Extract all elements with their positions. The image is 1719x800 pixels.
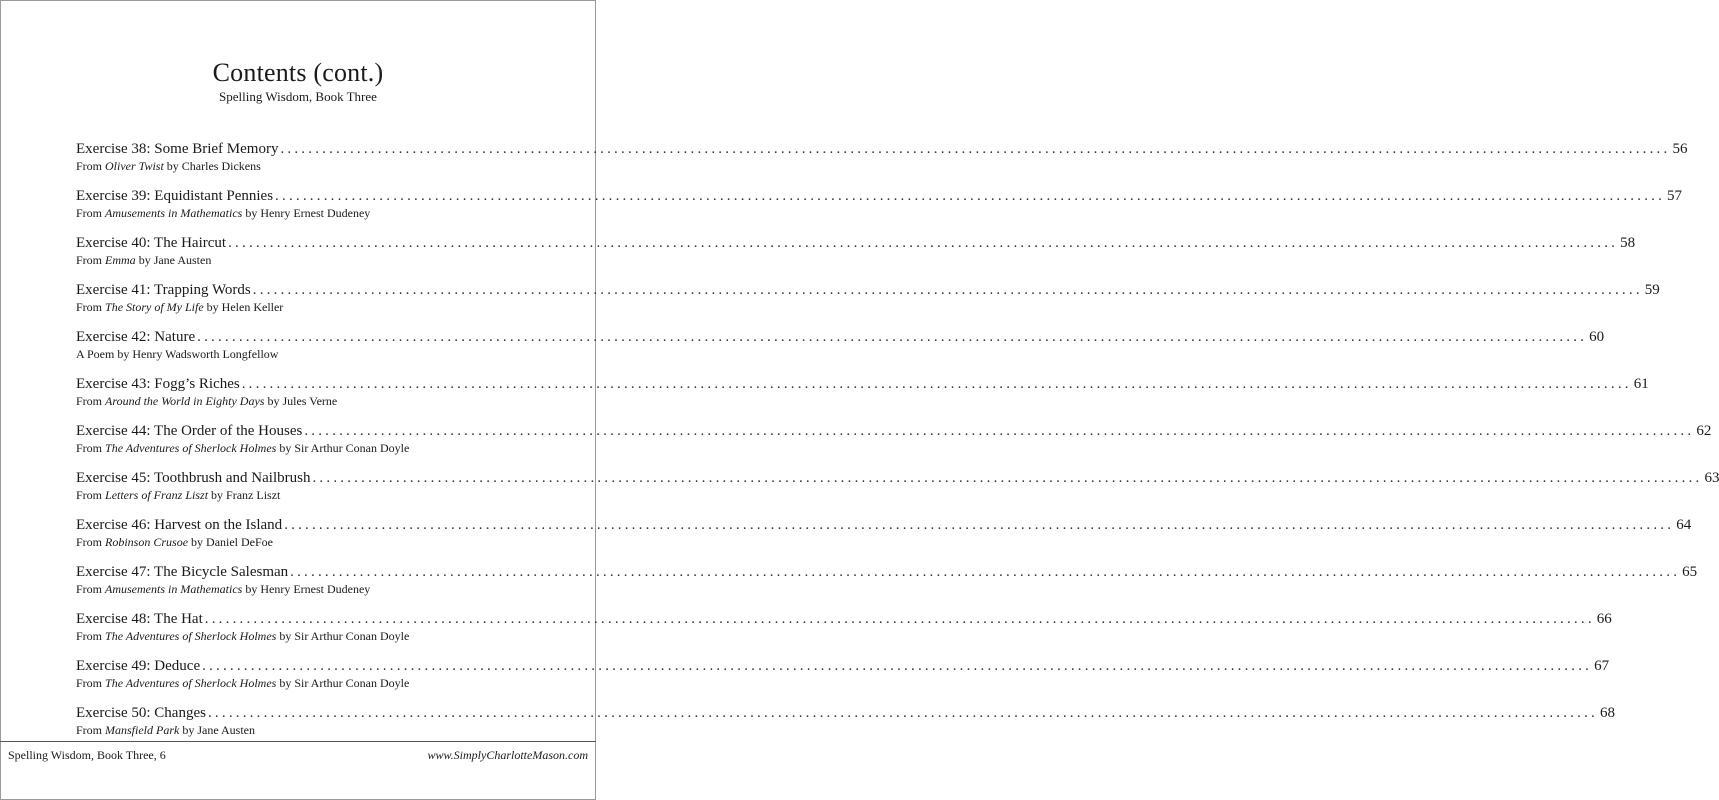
- work-title: The Adventures of Sherlock Holmes: [105, 441, 277, 455]
- contents-entry: [76, 422, 1712, 469]
- dot-leader: ........................................................................................................................................................................................................: [290, 564, 1681, 580]
- page-number: 59: [1644, 282, 1660, 298]
- source-attribution: [76, 159, 534, 174]
- source-attribution: [76, 582, 534, 597]
- dot-leader: ........................................................................................................................................................................................................: [202, 658, 1593, 674]
- page-number: 63: [1704, 470, 1719, 486]
- source-author: by Sir Arthur Conan Doyle: [276, 441, 410, 455]
- page-number: 61: [1633, 376, 1649, 392]
- entry-line: [76, 610, 1612, 628]
- source-attribution: [76, 253, 534, 268]
- work-title: Amusements in Mathematics: [105, 206, 243, 220]
- contents-entry: [76, 140, 1688, 187]
- source-author: by Charles Dickens: [163, 159, 261, 173]
- source-prefix: From: [76, 206, 106, 220]
- source-attribution: [76, 723, 534, 738]
- contents-entry: [76, 610, 1612, 657]
- contents-entry: [76, 187, 1683, 234]
- source-prefix: From: [76, 723, 106, 737]
- contents-entry: [76, 234, 1636, 281]
- page-number: 62: [1696, 423, 1712, 439]
- source-attribution: [76, 394, 534, 409]
- dot-leader: ........................................................................................................................................................................................................: [284, 517, 1675, 533]
- contents-list: [76, 140, 1719, 751]
- exercise-title: Exercise 44: The Order of the Houses: [76, 423, 303, 439]
- source-author: by Helen Keller: [203, 300, 284, 314]
- source-prefix: A Poem by Henry Wadsworth Longfellow: [76, 347, 279, 361]
- footer-divider: [0, 741, 596, 742]
- work-title: Around the World in Eighty Days: [105, 394, 265, 408]
- entry-line: [76, 704, 1615, 722]
- page-number: 58: [1620, 235, 1636, 251]
- source-attribution: [76, 206, 534, 221]
- entry-line: [76, 187, 1683, 205]
- footer-website: www.SimplyCharlotteMason.com: [427, 748, 588, 762]
- dot-leader: ........................................................................................................................................................................................................: [204, 611, 1595, 627]
- source-attribution: [76, 676, 534, 691]
- source-attribution: [76, 488, 534, 503]
- source-prefix: From: [76, 159, 106, 173]
- exercise-title: Exercise 49: Deduce: [76, 658, 201, 674]
- page-number: 57: [1667, 188, 1683, 204]
- dot-leader: ........................................................................................................................................................................................................: [197, 329, 1588, 345]
- source-author: by Sir Arthur Conan Doyle: [276, 629, 410, 643]
- source-author: by Jules Verne: [264, 394, 338, 408]
- source-attribution: [76, 629, 534, 644]
- source-author: by Jane Austen: [135, 253, 212, 267]
- exercise-title: Exercise 46: Harvest on the Island: [76, 517, 283, 533]
- entry-line: [76, 469, 1719, 487]
- dot-leader: ........................................................................................................................................................................................................: [207, 705, 1598, 721]
- contents-entry: [76, 563, 1698, 610]
- dot-leader: ........................................................................................................................................................................................................: [280, 141, 1671, 157]
- page-number: 64: [1676, 517, 1692, 533]
- contents-entry: [76, 375, 1649, 422]
- dot-leader: ........................................................................................................................................................................................................: [241, 376, 1632, 392]
- contents-entry: [76, 516, 1692, 563]
- contents-entry: [76, 657, 1610, 704]
- entry-line: [76, 375, 1649, 393]
- contents-entry: [76, 704, 1615, 751]
- source-attribution: [76, 300, 534, 315]
- dot-leader: ........................................................................................................................................................................................................: [275, 188, 1666, 204]
- source-prefix: From: [76, 535, 106, 549]
- source-prefix: From: [76, 253, 106, 267]
- source-prefix: From: [76, 300, 106, 314]
- source-prefix: From: [76, 629, 106, 643]
- entry-line: [76, 328, 1605, 346]
- source-prefix: From: [76, 676, 106, 690]
- entry-line: [76, 422, 1712, 440]
- exercise-title: Exercise 38: Some Brief Memory: [76, 141, 279, 157]
- work-title: Amusements in Mathematics: [105, 582, 243, 596]
- entry-line: [76, 516, 1692, 534]
- exercise-title: Exercise 48: The Hat: [76, 611, 203, 627]
- source-author: by Henry Ernest Dudeney: [242, 206, 371, 220]
- contents-entry: [76, 281, 1660, 328]
- work-title: The Adventures of Sherlock Holmes: [105, 676, 277, 690]
- page-number: 60: [1589, 329, 1605, 345]
- work-title: Letters of Franz Liszt: [105, 488, 209, 502]
- dot-leader: ........................................................................................................................................................................................................: [312, 470, 1703, 486]
- exercise-title: Exercise 45: Toothbrush and Nailbrush: [76, 470, 311, 486]
- work-title: Emma: [105, 253, 136, 267]
- page-number: 67: [1594, 658, 1610, 674]
- source-prefix: From: [76, 394, 106, 408]
- dot-leader: ........................................................................................................................................................................................................: [304, 423, 1695, 439]
- work-title: The Story of My Life: [105, 300, 204, 314]
- entry-line: [76, 140, 1688, 158]
- source-attribution: [76, 441, 534, 456]
- page-number: 68: [1599, 705, 1615, 721]
- dot-leader: ........................................................................................................................................................................................................: [228, 235, 1619, 251]
- work-title: The Adventures of Sherlock Holmes: [105, 629, 277, 643]
- source-author: by Daniel DeFoe: [188, 535, 274, 549]
- dot-leader: ........................................................................................................................................................................................................: [252, 282, 1643, 298]
- contents-entry: [76, 469, 1719, 516]
- page-number: 56: [1672, 141, 1688, 157]
- entry-line: [76, 563, 1698, 581]
- source-author: by Jane Austen: [179, 723, 255, 737]
- work-title: Robinson Crusoe: [105, 535, 189, 549]
- page-subtitle: Spelling Wisdom, Book Three: [219, 89, 377, 104]
- exercise-title: Exercise 47: The Bicycle Salesman: [76, 564, 289, 580]
- work-title: Mansfield Park: [105, 723, 180, 737]
- entry-line: [76, 657, 1610, 675]
- source-prefix: From: [76, 488, 106, 502]
- exercise-title: Exercise 40: The Haircut: [76, 235, 227, 251]
- page-title: Contents (cont.): [212, 58, 384, 87]
- entry-line: [76, 281, 1660, 299]
- page-number: 66: [1596, 611, 1612, 627]
- source-attribution: [76, 535, 534, 550]
- source-author: by Sir Arthur Conan Doyle: [276, 676, 410, 690]
- exercise-title: Exercise 41: Trapping Words: [76, 282, 251, 298]
- exercise-title: Exercise 43: Fogg’s Riches: [76, 376, 240, 392]
- work-title: Oliver Twist: [105, 159, 164, 173]
- entry-line: [76, 234, 1636, 252]
- source-author: by Henry Ernest Dudeney: [242, 582, 371, 596]
- exercise-title: Exercise 42: Nature: [76, 329, 196, 345]
- exercise-title: Exercise 39: Equidistant Pennies: [76, 188, 274, 204]
- source-attribution: [76, 347, 534, 362]
- exercise-title: Exercise 50: Changes: [76, 705, 206, 721]
- source-prefix: From: [76, 582, 106, 596]
- footer-book-page: Spelling Wisdom, Book Three, 6: [8, 748, 166, 762]
- source-prefix: From: [76, 441, 106, 455]
- contents-entry: [76, 328, 1605, 375]
- source-author: by Franz Liszt: [208, 488, 281, 502]
- page-number: 65: [1682, 564, 1698, 580]
